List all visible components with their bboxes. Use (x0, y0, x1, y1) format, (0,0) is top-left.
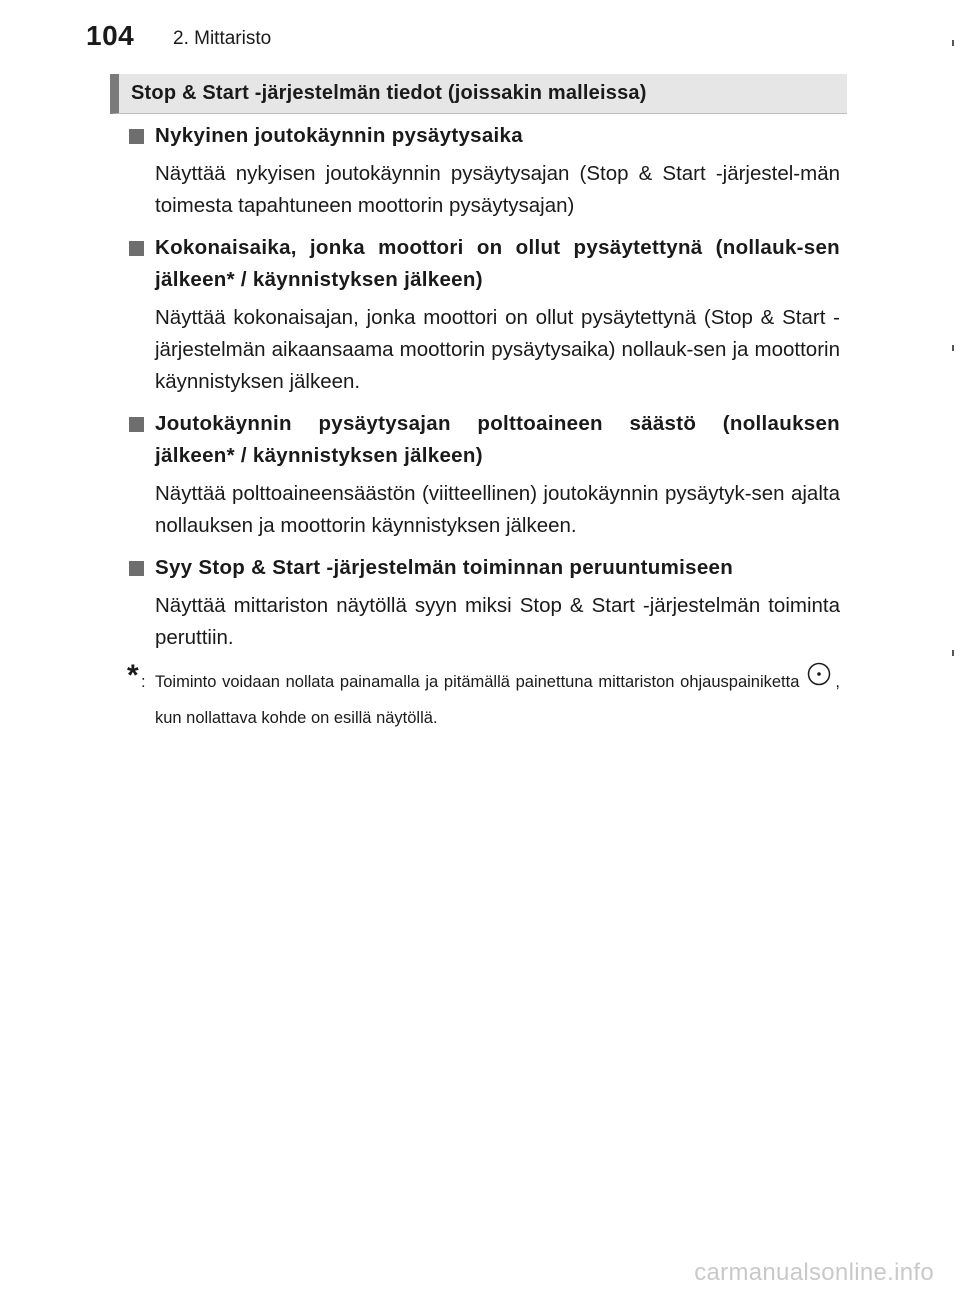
footnote-text-before: Toiminto voidaan nollata painamalla ja pitämällä painettuna mittariston ohjauspainiketta (155, 673, 800, 691)
page-number: 104 (86, 20, 135, 51)
square-bullet-icon (129, 241, 144, 256)
footnote-text-after: , kun nollattava kohde on esillä näytöllä. (155, 673, 840, 727)
item-heading-text: Joutokäynnin pysäytysajan polttoaineen säästö (nollauksen jälkeen* / käynnistyksen jälkeen) (155, 412, 840, 467)
item-heading (127, 232, 840, 296)
footnote-separator: : (141, 673, 146, 691)
square-bullet-icon (129, 129, 144, 144)
watermark: carmanualsonline.info (694, 1259, 934, 1286)
list-item (127, 408, 840, 542)
item-body: Näyttää nykyisen joutokäynnin pysäytysajan (Stop & Start -järjestel-män toimesta tapahtuneen moottorin pysäytysajan) (155, 162, 840, 217)
item-heading (127, 552, 840, 584)
crop-mark (952, 650, 954, 656)
item-body: Näyttää polttoaineensäästön (viitteellinen) joutokäynnin pysäytyk-sen ajalta nollauksen ja moottorin käynnistyksen jälkeen. (155, 482, 840, 537)
chapter-title: 2. Mittaristo (173, 28, 272, 49)
item-body: Näyttää mittariston näytöllä syyn miksi Stop & Start -järjestelmän toiminta peruttiin. (155, 594, 840, 649)
crop-mark (952, 40, 954, 46)
item-body: Näyttää kokonaisajan, jonka moottori on ollut pysäytettynä (Stop & Start -järjestelmän aikaansaama moottorin pysäytysaika) nollauk-sen ja moottorin käynnistyksen jälkeen. (155, 306, 840, 393)
footnote (127, 659, 840, 736)
item-heading-text: Kokonaisaika, jonka moottori on ollut pysäytettynä (nollauk-sen jälkeen* / käynnistyksen jälkeen) (155, 236, 840, 291)
item-heading (127, 120, 840, 152)
item-heading-text: Syy Stop & Start -järjestelmän toiminnan peruuntumiseen (155, 556, 734, 579)
content (127, 120, 840, 736)
list-item (127, 552, 840, 654)
list-item (127, 232, 840, 398)
section-header (110, 74, 847, 114)
square-bullet-icon (129, 417, 144, 432)
list-item (127, 120, 840, 222)
footnote-marker: * (127, 659, 139, 692)
crop-mark (952, 345, 954, 351)
item-heading-text: Nykyinen joutokäynnin pysäytysaika (155, 124, 523, 147)
item-heading (127, 408, 840, 472)
square-bullet-icon (129, 561, 144, 576)
section-title: Stop & Start -järjestelmän tiedot (joissakin malleissa) (131, 82, 647, 104)
ok-button-icon (807, 662, 831, 699)
